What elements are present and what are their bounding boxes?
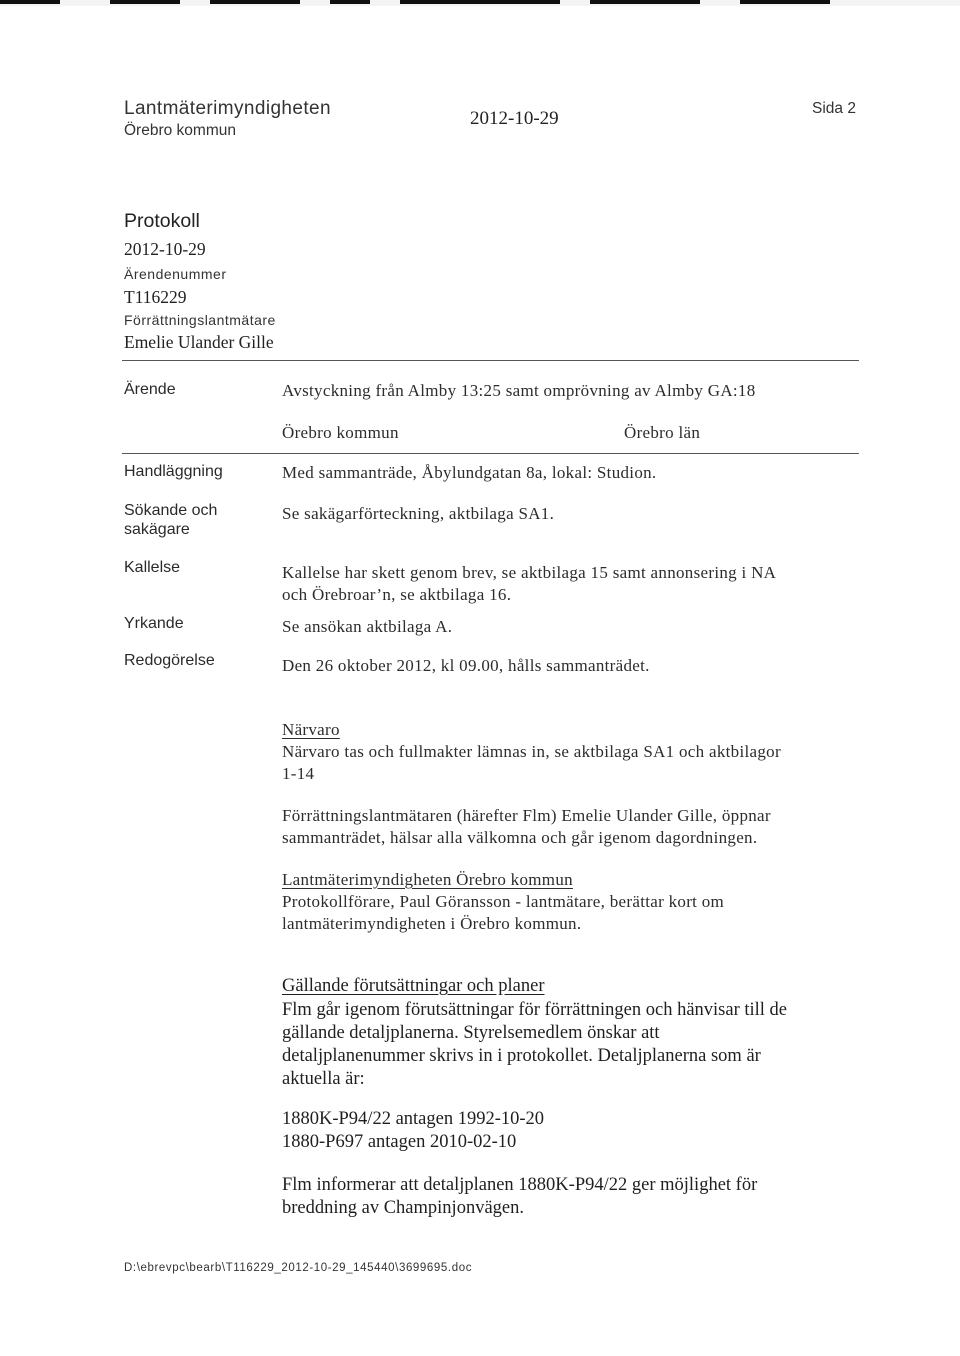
footer-file-path: D:\ebrevpc\bearb\T116229_2012-10-29_145440\3699695.doc xyxy=(124,1262,473,1274)
narvaro-line-1: Närvaro tas och fullmakter lämnas in, se aktbilaga SA1 och aktbilagor xyxy=(282,742,781,761)
lantmateri-heading: Lantmäterimyndigheten Örebro kommun xyxy=(282,870,573,889)
divider-table xyxy=(122,453,859,454)
lantmateri-line-1: Protokollförare, Paul Göransson - lantmätare, berättar kort om xyxy=(282,892,725,911)
redogorelse-label: Redogörelse xyxy=(124,652,215,669)
case-number: T116229 xyxy=(124,287,187,307)
forutsattningar-line-2: gällande detaljplanerna. Styrelsemedlem önskar att xyxy=(282,1023,660,1043)
protocol-title: Protokoll xyxy=(124,210,200,232)
header-date: 2012-10-29 xyxy=(470,108,559,129)
opening-line-2: sammanträdet, hälsar alla välkomna och går igenom dagordningen. xyxy=(282,828,758,847)
redogorelse-value: Den 26 oktober 2012, kl 09.00, hålls sammanträdet. xyxy=(282,656,650,675)
final-line-2: breddning av Champinjonvägen. xyxy=(282,1198,524,1218)
yrkande-value: Se ansökan aktbilaga A. xyxy=(282,617,453,636)
final-line-1: Flm informerar att detaljplanen 1880K-P94/22 ger möjlighet för xyxy=(282,1175,758,1195)
plan-item-2: 1880-P697 antagen 2010-02-10 xyxy=(282,1132,517,1152)
lan-value: Örebro län xyxy=(624,423,701,442)
opening-line-1: Förrättningslantmätaren (härefter Flm) Emelie Ulander Gille, öppnar xyxy=(282,806,771,825)
header-page-number: Sida 2 xyxy=(812,100,856,117)
kommun-value: Örebro kommun xyxy=(282,423,399,442)
header-municipality: Örebro kommun xyxy=(124,122,236,139)
forutsattningar-line-1: Flm går igenom förutsättningar för förrättningen och hänvisar till de xyxy=(282,1000,788,1020)
plans-list xyxy=(282,1108,544,1154)
final-paragraph xyxy=(282,1174,757,1220)
case-number-label: Ärendenummer xyxy=(124,266,227,282)
sokande-label-line-2: sakägare xyxy=(124,521,190,538)
kallelse-label: Kallelse xyxy=(124,559,181,576)
surveyor-name: Emelie Ulander Gille xyxy=(124,332,274,352)
narvaro-line-2: 1-14 xyxy=(282,764,315,783)
forutsattningar-line-3: detaljplanenummer skrivs in i protokollet. Detaljplanerna som är xyxy=(282,1046,761,1066)
kallelse-value-line-2: och Örebroar’n, se aktbilaga 16. xyxy=(282,585,512,604)
arende-value: Avstyckning från Almby 13:25 samt omprövning av Almby GA:18 xyxy=(282,381,756,400)
forutsattningar-heading: Gällande förutsättningar och planer xyxy=(282,976,545,996)
scan-artifact-bar xyxy=(0,0,960,6)
protocol-date: 2012-10-29 xyxy=(124,239,206,259)
surveyor-label: Förrättningslantmätare xyxy=(124,312,276,328)
kallelse-value-line-1: Kallelse har skett genom brev, se aktbilaga 15 samt annonsering i NA xyxy=(282,563,777,582)
lantmateri-line-2: lantmäterimyndigheten i Örebro kommun. xyxy=(282,914,582,933)
yrkande-label: Yrkande xyxy=(124,615,184,632)
plan-item-1: 1880K-P94/22 antagen 1992-10-20 xyxy=(282,1109,545,1129)
forutsattningar-paragraph xyxy=(282,999,787,1091)
sokande-value: Se sakägarförteckning, aktbilaga SA1. xyxy=(282,504,555,523)
forutsattningar-line-4: aktuella är: xyxy=(282,1069,365,1089)
sokande-label-line-1: Sökande och xyxy=(124,502,218,519)
handlaggning-label: Handläggning xyxy=(124,463,223,480)
divider-top xyxy=(122,360,859,361)
arende-label: Ärende xyxy=(124,381,176,398)
handlaggning-value: Med sammanträde, Åbylundgatan 8a, lokal: Studion. xyxy=(282,463,657,482)
narvaro-heading: Närvaro xyxy=(282,720,340,739)
header-org: Lantmäterimyndigheten xyxy=(124,98,331,119)
